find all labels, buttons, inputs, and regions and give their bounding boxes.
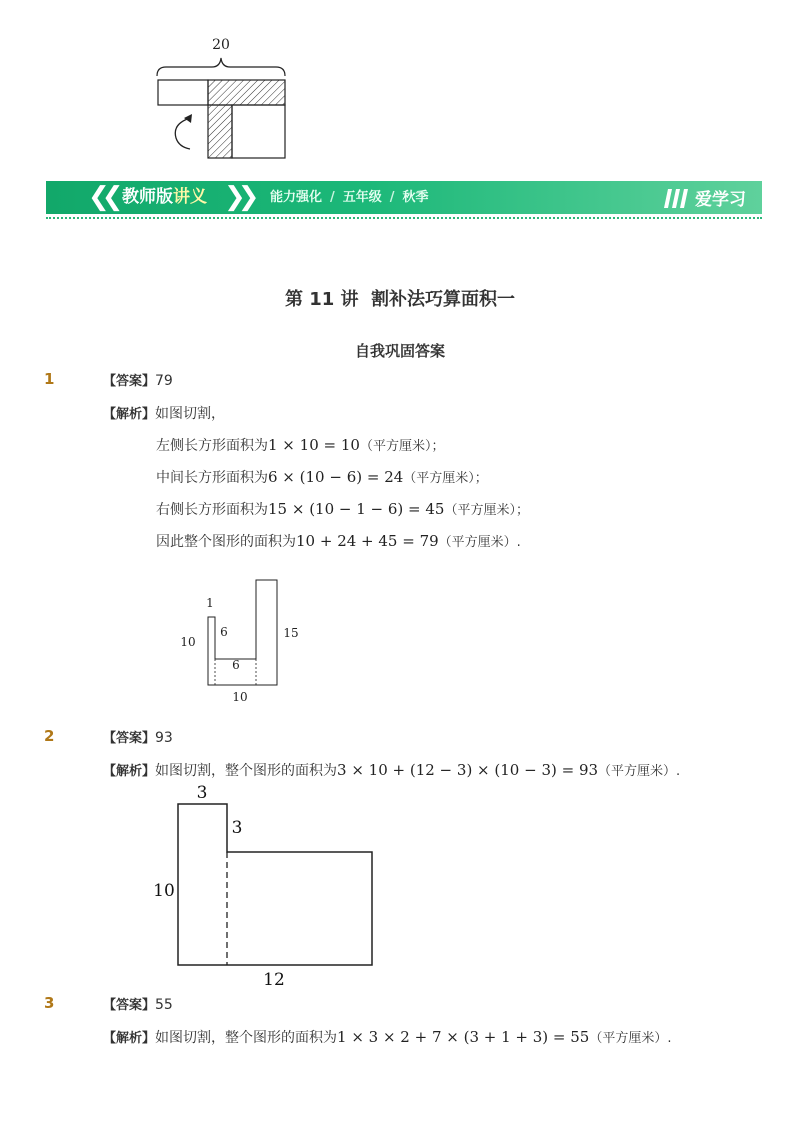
q1-label-1: 1 [206, 596, 214, 610]
step-text: 中间长方形面积为 [156, 470, 268, 486]
crumb-sep: / [330, 190, 335, 205]
badge-left: 教师版 [122, 187, 173, 207]
step-unit: （平方厘米）； [444, 503, 529, 518]
question-number-1: 1 [44, 370, 55, 388]
step-math: 10 + 24 + 45 = 79 [296, 532, 439, 550]
q1-step-2 [156, 467, 488, 487]
header-badge [122, 181, 207, 214]
q1-label-6-horizontal: 6 [232, 658, 240, 672]
q3-answer: 55 [155, 997, 173, 1013]
step-math: 6 × (10 − 6) = 24 [268, 468, 404, 486]
top-figure-bar-left [158, 80, 208, 105]
q2-unit: （平方厘米）. [598, 764, 681, 779]
q1-figure-outline [208, 580, 277, 685]
q1-analysis-line [103, 403, 225, 423]
lecture-title: 第 11 讲 割补法巧算面积一 [284, 289, 516, 310]
crumb-2: 五年级 [342, 190, 382, 205]
crumb-1: 能力强化 [270, 190, 323, 205]
step-text: 右侧长方形面积为 [156, 502, 268, 518]
q1-step-1 [156, 435, 444, 455]
analysis-tag: 【解析】 [103, 764, 156, 779]
question-number-3: 3 [44, 994, 55, 1012]
q2-label-bottom: 12 [263, 970, 285, 990]
top-figure-label-20: 20 [212, 37, 230, 53]
question-number-2: 2 [44, 727, 55, 745]
answer-tag: 【答案】 [103, 374, 156, 389]
crumb-3: 秋季 [402, 190, 429, 205]
chevron-right-icon: ❯❯ [224, 182, 252, 212]
q1-label-6-vertical: 6 [220, 625, 228, 639]
step-unit: （平方厘米）； [359, 439, 445, 454]
q2-text: 如图切割，整个图形的面积为 [155, 763, 338, 779]
section-title: 自我巩固答案 [354, 342, 445, 360]
analysis-tag: 【解析】 [103, 1031, 156, 1046]
q2-figure [140, 782, 390, 992]
rotate-arrowhead-icon [184, 114, 192, 123]
rotate-arrow-icon [175, 118, 190, 149]
q1-intro: 如图切割， [155, 406, 226, 422]
step-text: 因此整个图形的面积为 [156, 534, 296, 550]
q3-unit: （平方厘米）. [589, 1031, 672, 1046]
q3-text: 如图切割，整个图形的面积为 [155, 1030, 338, 1046]
analysis-tag: 【解析】 [103, 407, 156, 422]
top-figure-brace [157, 58, 285, 76]
q3-answer-line [103, 994, 173, 1013]
top-figure-rect-right [232, 105, 285, 158]
top-figure-hatch-vertical [208, 105, 232, 158]
brand-logo [662, 181, 746, 214]
q1-step-3 [156, 499, 529, 519]
q2-answer-line [103, 727, 173, 746]
step-math: 1 × 10 = 10 [268, 436, 360, 454]
step-text: 左侧长方形面积为 [156, 438, 268, 454]
q1-answer-line [103, 370, 173, 389]
answer-tag: 【答案】 [103, 731, 156, 746]
answer-tag: 【答案】 [103, 998, 156, 1013]
header-dotted-divider [46, 217, 762, 219]
step-unit: （平方厘米）； [403, 471, 488, 486]
top-figure [150, 32, 300, 164]
brand-mark-icon [662, 187, 692, 209]
step-unit: （平方厘米）. [438, 535, 521, 550]
q2-math: 3 × 10 + (12 − 3) × (10 − 3) = 93 [337, 761, 599, 779]
q2-analysis-line [103, 760, 680, 780]
crumb-sep: / [389, 190, 395, 205]
q1-answer: 79 [155, 373, 173, 389]
q2-figure-outline [178, 804, 372, 965]
brand-name: 爱学习 [695, 190, 746, 210]
q2-label-right: 3 [231, 818, 243, 838]
q1-step-4 [156, 531, 521, 551]
q2-label-top: 3 [196, 783, 208, 803]
q1-label-bottom-10: 10 [232, 690, 248, 704]
step-math: 15 × (10 − 1 − 6) = 45 [268, 500, 445, 518]
q3-math: 1 × 3 × 2 + 7 × (3 + 1 + 3) = 55 [337, 1028, 590, 1046]
q3-analysis-line [103, 1027, 671, 1047]
q1-figure [170, 575, 310, 710]
q1-label-15: 15 [283, 626, 299, 640]
breadcrumb [270, 181, 429, 214]
badge-right: 讲义 [173, 187, 207, 207]
chevron-left-icon: ❮❮ [88, 182, 116, 212]
q2-answer: 93 [155, 730, 173, 746]
q1-label-10: 10 [180, 635, 196, 649]
top-figure-hatch-top [208, 80, 285, 105]
q2-label-left: 10 [153, 881, 175, 901]
